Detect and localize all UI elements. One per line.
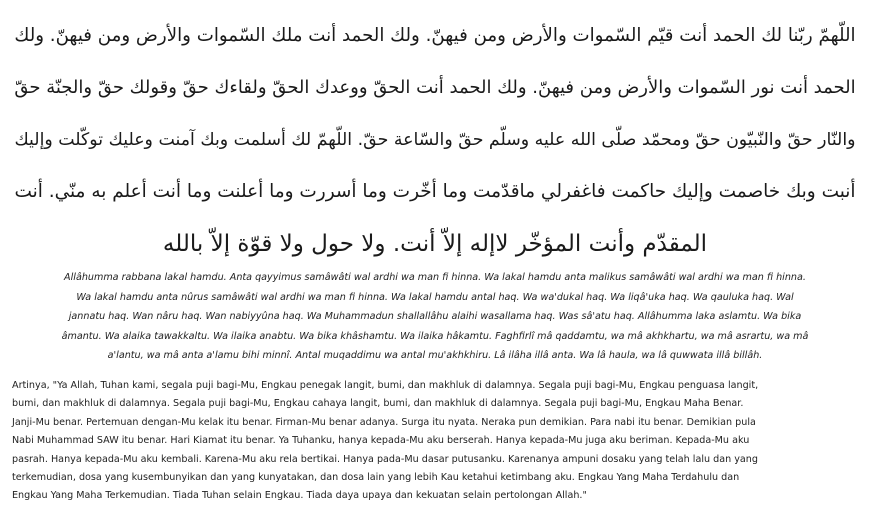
indonesian-translation (12, 377, 858, 506)
translation-line: Artinya, "Ya Allah, Tuhan kami, segala puji bagi-Mu, Engkau penegak langit, bumi, dan makhluk di dalamnya. Segala puji bagi-Mu, Engkau penguasa langit, (12, 380, 759, 391)
translation-line: Janji-Mu benar. Pertemuan dengan-Mu kelak itu benar. Firman-Mu benar adanya. Surga itu nyata. Neraka pun demikian. Para nabi itu benar. Demikian pula (12, 416, 756, 428)
latin-line: jannatu haq. Wan nâru haq. Wan nabiyyûna haq. Wa Muhammadun shallallâhu alaihi wasallama haq. Was sâ'atu haq. Allâhumma laka aslamtu. Wa bika (68, 311, 802, 322)
arabic-line: المقدّم وأنت المؤخّر لاإله إلاّ أنت. ولا حول ولا قوّة إلاّ بالله (162, 231, 708, 257)
arabic-line: اللّهمّ ربّنا لك الحمد أنت قيّم السّموات والأرض ومن فيهنّ. ولك الحمد أنت ملك السّموات والأرض ومن فيهنّ. ولك (14, 25, 856, 46)
latin-transliteration (10, 268, 860, 366)
latin-line: âmantu. Wa alaika tawakkaltu. Wa ilaika anabtu. Wa bika khâshamtu. Wa ilaika hâkamtu. Faghfirlî mâ qaddamtu, wa mâ akhkhartu, wa mâ asrartu, wa mâ (61, 330, 809, 342)
translation-line: Nabi Muhammad SAW itu benar. Hari Kiamat itu benar. Ya Tuhanku, hanya kepada-Mu aku berserah. Hanya kepada-Mu juga aku beriman. Kepada-Mu aku (12, 435, 750, 447)
latin-line: a'lantu, wa mâ anta a'lamu bihi minnî. Antal muqaddimu wa antal mu'akhkhiru. Lâ ilâha illâ anta. Wa lâ haula, wa lâ quwwata illâ billâh. (107, 350, 763, 361)
arabic-line: أنبت وبك خاصمت وإليك حاكمت فاغفرلي ماقدّمت وما أخّرت وما أسررت وما أعلنت وما أنت أعلم به منّي. أنت (14, 181, 856, 202)
translation-line: terkemudian, dosa yang kusembunyikan dan yang kunyatakan, dan dosa lain yang lebih Kau ketahui ketimbang aku. Engkau Yang Maha Terdahulu dan (12, 472, 740, 484)
translation-line: pasrah. Hanya kepada-Mu aku kembali. Karena-Mu aku rela bertikai. Hanya pada-Mu dasar putusanku. Karenanya ampuni dosaku yang telah lalu dan yang (12, 453, 758, 465)
translation-line: Engkau Yang Maha Terkemudian. Tiada Tuhan selain Engkau. Tiada daya upaya dan kekuatan selain pertolongan Allah." (12, 490, 587, 502)
arabic-line: الحمد أنت نور السّموات والأرض ومن فيهنّ. ولك الحمد أنت الحقّ ووعدك الحقّ ولقاءك حقّ وقولك حقّ والجنّة حقّ (14, 77, 856, 98)
latin-line: Wa lakal hamdu anta nûrus samâwâti wal ardhi wa man fi hinna. Wa lakal hamdu antal haq. Wa wa'dukal haq. Wa liqâ'uka haq. Wa qauluka haq. Wal (76, 291, 794, 303)
latin-line: Allâhumma rabbana lakal hamdu. Anta qayyimus samâwâti wal ardhi wa man fi hinna. Wa lakal hamdu anta malikus samâwâti wal ardhi wa man fi hinna. (64, 272, 806, 283)
arabic-line: والنّار حقّ والنّبيّون حقّ ومحمّد صلّى الله عليه وسلّم حقّ والسّاعة حقّ. اللّهمّ لك أسلمت وبك آمنت وعليك توكّلت وإليك (14, 130, 856, 150)
arabic-prayer-text (10, 10, 860, 270)
translation-line: bumi, dan makhluk di dalamnya. Segala puji bagi-Mu, Engkau cahaya langit, bumi, dan makhluk di dalamnya. Segala puji bagi-Mu, Engkau Maha Benar. (12, 398, 744, 410)
